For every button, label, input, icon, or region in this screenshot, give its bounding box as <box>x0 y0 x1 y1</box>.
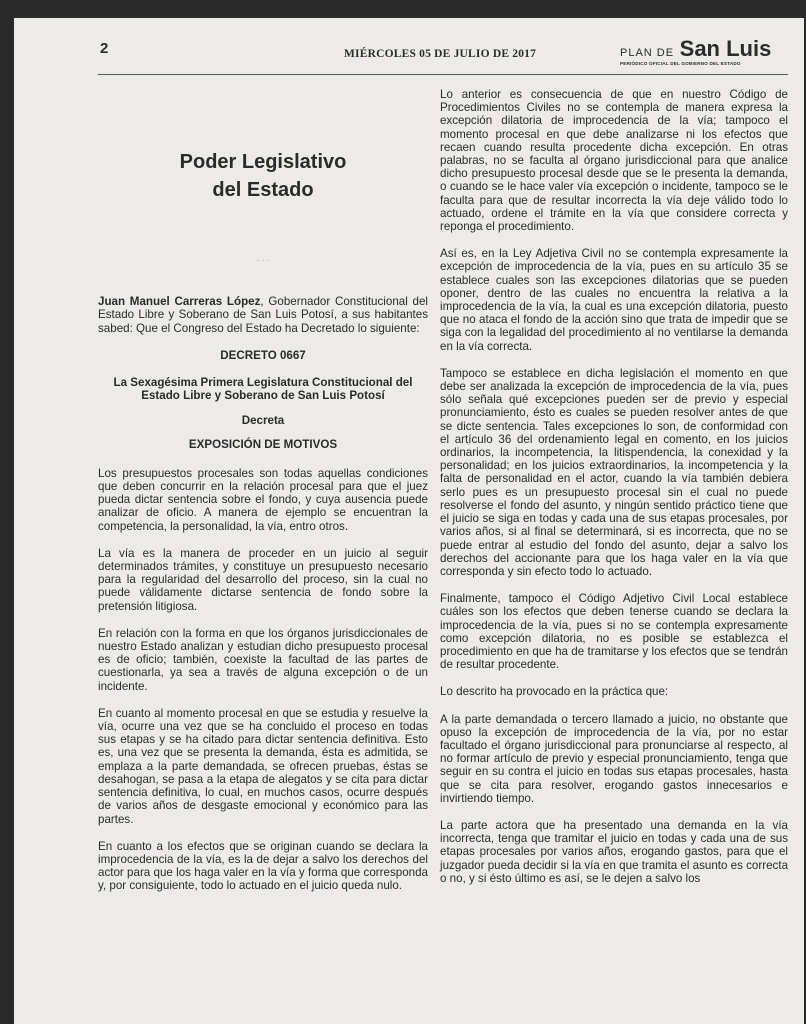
body-paragraph: Tampoco se establece en dicha legislación el momento en que debe ser analizada la excepción de improcedencia de la vía, pues sólo señala qué excepciones pueden ser de previo y especial pronunciamiento, ésto es cuales se pueden resolver antes de que se dicte sentencia. Tales excepciones lo son, de conformidad con el artículo 36 del ordenamiento legal en comento, en los juicios ordinarios, la incompetencia, la litispendencia, la conexidad y la personalidad; en los juicios extraordinarios, la incompetencia y la falta de personalidad en el actor, cuando la vía también debiera serlo pues es un presupuesto procesal sin el cual no puede resolverse el fondo del asunto, y ningún sentido práctico tiene que el juicio se siga en todas y cada una de sus etapas procesales, por varios años, si al final se determinará, si es incorrecta, que no se puede entrar al estudio del fondo del asunto, dejar a salvo los derechos del accionante para que los haga valer en la vía que corresponda y sin efecto todo lo actuado. <box>440 366 788 578</box>
masthead-small: PLAN DE <box>620 47 675 59</box>
intro-text: , Gobernador Constitucional del Estado Libre y Soberano de San Luis Potosí, a sus habitantes sabed: Que el Congreso del Estado ha Decretado lo siguiente: <box>98 295 428 335</box>
left-column <box>98 88 428 907</box>
body-paragraph: En relación con la forma en que los órganos jurisdiccionales de nuestro Estado analizan y estudian dicho presupuesto procesal es de oficio; también, coexiste la facultad de las partes de cuestionarla, ya sea a través de alguna excepción o de un incidente. <box>98 626 428 693</box>
masthead-big: San Luis <box>679 36 772 61</box>
legislature-heading: La Sexagésima Primera Legislatura Constitucional del Estado Libre y Soberano de San Luis Potosí <box>113 376 413 403</box>
body-paragraph: La parte actora que ha presentado una demanda en la vía incorrecta, tenga que tramitar el juicio en todas y cada una de sus etapas procesales por varios años, erogando gastos, para que el juzgador pueda decidir si la vía en que tramita el asunto es correcta o no, y si ésto último es así, se le dejen a salvo los <box>440 818 789 885</box>
section-title-line1: Poder Legislativo <box>179 151 347 173</box>
body-paragraph: Los presupuestos procesales son todas aquellas condiciones que deben concurrir en la relación procesal para que el juez pueda dictar sentencia sobre el fondo, y cuya ausencia puede analizar de oficio. A manera de ejemplo se encuentran la competencia, la personalidad, la vía, entro otros. <box>98 466 428 533</box>
body-paragraph: En cuanto al momento procesal en que se estudia y resuelve la vía, ocurre una vez que se ha concluido el proceso en todas sus etapas y se ha citado para dictar sentencia definitiva. Esto es, una vez que se presenta la demanda, ésta es admitida, se emplaza a la parte demandada, se ofrecen pruebas, éstas se desahogan, se pasa a la etapa de alegatos y se cita para dictar sentencia definitiva, lo cual, en muchos casos, ocurre después de varios años de desgaste emocional y económico para las partes. <box>98 706 428 826</box>
decree-number: DECRETO 0667 <box>220 348 306 362</box>
page-number: 2 <box>100 40 109 57</box>
section-title-line2: del Estado <box>212 179 314 201</box>
body-paragraph: Finalmente, tampoco el Código Adjetivo Civil Local establece cuáles son los efectos que deben tenerse cuando se declara la improcedencia de la vía, pues si no se contempla expresamente como excepción dilatoria, no es posible se establezca el procedimiento en que ha de tramitarse y los efectos que se tendrán de resultar procedente. <box>440 592 788 672</box>
decreta-heading: Decreta <box>241 414 285 428</box>
motives-heading: EXPOSICIÓN DE MOTIVOS <box>188 437 338 451</box>
governor-name: Juan Manuel Carreras López <box>98 295 261 309</box>
right-column <box>440 88 788 899</box>
intro-paragraph <box>98 295 428 335</box>
body-paragraph: Lo descrito ha provocado en la práctica que: <box>440 685 669 699</box>
body-paragraph: La vía es la manera de proceder en un juicio al seguir determinados trámites, y constituye un presupuesto necesario para la regularidad del desarrollo del proceso, sin la cual no puede válidamente dictarse sentencia de fondo sobre la pretensión litigiosa. <box>98 546 428 613</box>
masthead <box>620 36 800 66</box>
body-paragraph: En cuanto a los efectos que se originan cuando se declara la improcedencia de la vía, es la de dejar a salvo los derechos del actor para que los haga valer en la vía y forma que corresponda y, por consiguiente, todo lo actuado en el juicio queda nulo. <box>98 839 428 893</box>
masthead-title <box>620 36 800 62</box>
section-title <box>98 148 428 204</box>
issue-date: MIÉRCOLES 05 DE JULIO DE 2017 <box>344 48 537 60</box>
body-paragraph: Lo anterior es consecuencia de que en nuestro Código de Procedimientos Civiles no se contempla de manera expresa la excepción dilatoria de improcedencia de la vía; tampoco el momento procesal en que debe analizarse ni los efectos que recaen cuando resulta procedente dicha excepción. En otras palabras, no se faculta al órgano jurisdiccional para que analice dicho presupuesto procesal desde que se le presenta la demanda, o cuando se le hace valer vía excepción o incidente, tampoco se le faculta para que de resultar incorrecta la vía deje válido todo lo actuado, ordene el trámite en la vía que considere correcta y reponga el procedimiento. <box>440 88 788 234</box>
newspaper-page <box>14 18 804 1024</box>
decorative-dots: · · · <box>256 256 270 265</box>
body-paragraph: A la parte demandada o tercero llamado a juicio, no obstante que opuso la excepción de improcedencia de la vía, por no estar facultado el órgano jurisdiccional para pronunciarse al respecto, al no formar artículo de previo y especial pronunciamiento, tenga que seguir en su contra el juicio en todas sus etapas procesales, hasta que se cita para resolver, erogando gastos innecesarios e invirtiendo tiempo. <box>440 712 788 805</box>
masthead-subtitle: PERIÓDICO OFICIAL DEL GOBIERNO DEL ESTADO <box>620 61 741 66</box>
body-paragraph: Así es, en la Ley Adjetiva Civil no se contempla expresamente la excepción de improcedencia de la vía, pues en su artículo 35 se establece cuales son las excepciones dilatorias que se pueden oponer, dentro de las cuales no encuentra la relativa a la improcedencia de la vía, la cual es una excepción dilatoria, puesto que no ataca el fondo de la acción sino que trata de impedir que se siga con la legalidad del procedimiento al no ventilarse la demanda en la vía correcta. <box>440 247 788 353</box>
header-rule <box>98 74 788 75</box>
